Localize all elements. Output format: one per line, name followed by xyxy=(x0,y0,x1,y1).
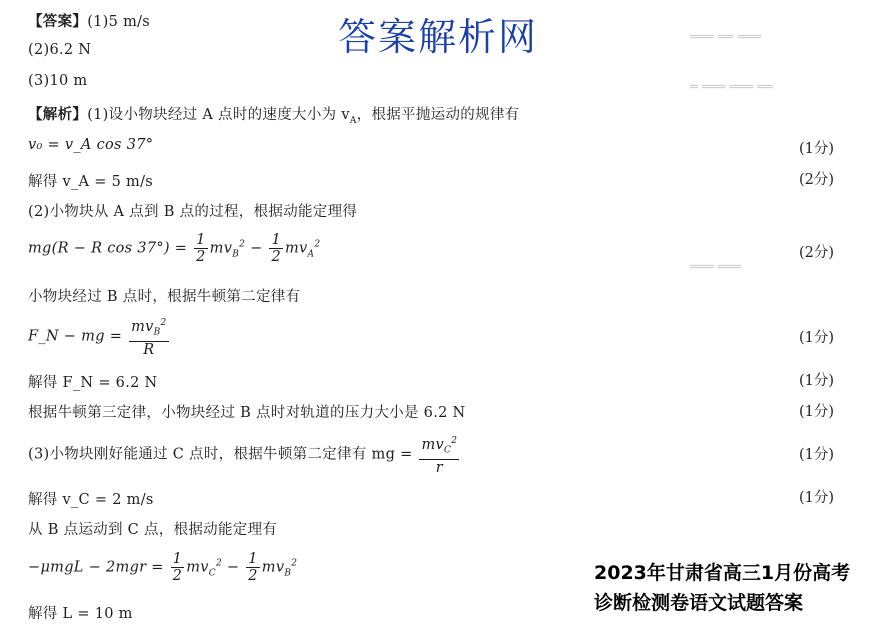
equation-4: −μmgL − 2mgr = $\frac{1}{2}$ $mv_C^2$ − $\frac{1}{2}$ $mv_B^2$ xyxy=(28,551,298,584)
answer-2: (2)6.2 N xyxy=(28,42,92,58)
answer-line-1 xyxy=(28,10,150,31)
bleed-through-text: ═ ═══ ═══ ══ xyxy=(690,80,773,95)
equation-2: mg(R − R cos 37°) = $\frac{1}{2}$ $mv_B^2$ − $\frac{1}{2}$ $mv_A^2$ xyxy=(28,232,321,265)
analysis-p2-intro: (2)小物块从 A 点到 B 点的过程，根据动能定理得 xyxy=(28,204,358,220)
corner-caption-line-2: 诊断检测卷语文试题答案 xyxy=(594,592,804,614)
bleed-through-text: ═══ ═══ xyxy=(690,260,742,275)
result-1: 解得 v_A = 5 m/s xyxy=(28,174,153,190)
result-2: 解得 F_N = 6.2 N xyxy=(28,375,158,391)
score-2: (2分) xyxy=(798,172,834,188)
score-7: (1分) xyxy=(798,447,834,463)
score-6: (1分) xyxy=(798,404,834,420)
result-4: 解得 L = 10 m xyxy=(28,606,133,622)
score-1: (1分) xyxy=(798,141,834,157)
result-3: 解得 v_C = 2 m/s xyxy=(28,492,154,508)
fraction-half: $\frac{1}{2}$ xyxy=(271,232,281,265)
analysis-p1-intro: 【解析】(1)设小物块经过 A 点时的速度大小为 $v_A$，根据平抛运动的规律有 xyxy=(28,106,520,126)
corner-caption-line-1: 2023年甘肃省高三1月份高考 xyxy=(594,562,851,584)
score-3: (2分) xyxy=(798,245,834,261)
answer-1: (1)5 m/s xyxy=(87,14,151,30)
fraction-half: $\frac{1}{2}$ xyxy=(196,232,206,265)
fraction-mvb2-over-r: $\frac{mv_B^2}{R}$ xyxy=(129,315,169,358)
analysis-p3-intro: (3)小物块刚好能通过 C 点时，根据牛顿第二定律有 mg = $\frac{mv_C^2}{r}$ xyxy=(28,433,461,476)
equation-1: v₀ = v_A cos 37° xyxy=(28,137,154,153)
score-8: (1分) xyxy=(798,490,834,506)
analysis-p2-c: 根据牛顿第三定律，小物块经过 B 点时对轨道的压力大小是 6.2 N xyxy=(28,405,466,421)
analysis-p2-b: 小物块经过 B 点时，根据牛顿第二定律有 xyxy=(28,289,301,305)
equation-3: F_N − mg = $\frac{mv_B^2}{R}$ xyxy=(28,315,171,358)
answer-3: (3)10 m xyxy=(28,73,88,89)
fraction-half: $\frac{1}{2}$ xyxy=(248,551,258,584)
score-4: (1分) xyxy=(798,330,834,346)
analysis-p3-b: 从 B 点运动到 C 点，根据动能定理有 xyxy=(28,522,278,538)
fraction-mvc2-over-r: $\frac{mv_C^2}{r}$ xyxy=(419,433,459,476)
score-5: (1分) xyxy=(798,373,834,389)
bleed-through-text: ═══ ══ ═══ xyxy=(690,30,761,45)
analysis-tag: 【解析】 xyxy=(28,106,88,123)
answer-tag: 【答案】 xyxy=(28,13,88,30)
fraction-half: $\frac{1}{2}$ xyxy=(172,551,183,584)
watermark: 答案解析网 xyxy=(338,15,539,59)
